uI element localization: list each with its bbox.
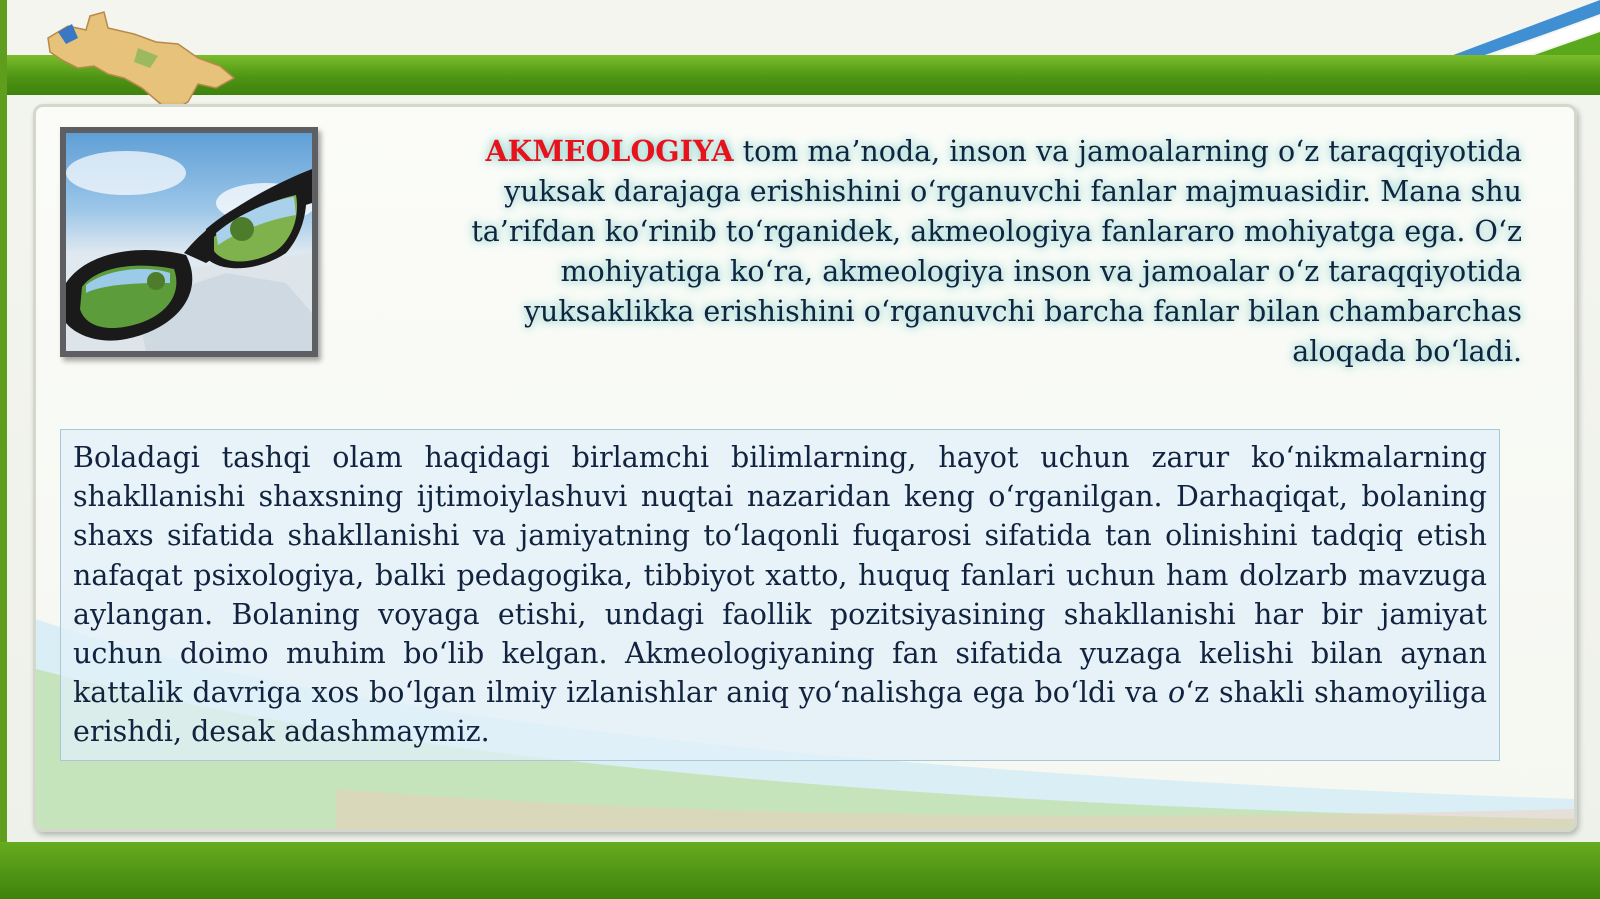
top-green-band <box>7 55 1600 95</box>
definition-body: tom ma’noda, inson va jamoalarning o‘z taraqqiyotida yuksak darajaga erishishini o‘rganuvchi fanlar majmuasidir. Mana shu ta’rifdan ko‘rinib to‘rganidek, akmeologiya fanlararo mohiyatga ega. O‘z mohiyatiga ko‘ra, akmeologiya inson va jamoalar o‘z taraqqiyotida yuksaklikka erishishini o‘rganuvchi barcha fanlar bilan chambarchas aloqada bo‘ladi. <box>471 135 1522 368</box>
paragraph-main: Boladagi tashqi olam haqidagi birlamchi bilimlarning, hayot uchun zarur ko‘nikmalarning shakllanishi shaxsning ijtimoiylashuvi nuqtai nazaridan keng o‘rganilgan. Darhaqiqat, bolaning shaxs sifatida shakllanishi va jamiyatning to‘laqonli fuqarosi sifatida tan olinishini tadqiq etish nafaqat psixologiya, balki pedagogika, tibbiyot xatto, huquq fanlari uchun ham dolzarb mavzuga aylangan. Bolaning voyaga etishi, undagi faollik pozitsiyasining shakllanishi har bir jamiyat uchun doimo muhim bo‘lib kelgan. Akmeologiyaning fan sifatida yuzaga kelishi bilan aynan kattalik davriga xos bo‘lgan ilmiy izlanishlar aniq yo‘nalishga ega bo‘ldi va <box>73 441 1487 710</box>
bottom-green-band <box>0 842 1600 899</box>
glasses-photo <box>66 133 312 351</box>
definition-term: AKMEOLOGIYA <box>485 134 734 168</box>
paragraph-end: ‘z shakli shamoyiliga erishdi, desak adashmaymiz. <box>73 676 1487 749</box>
left-edge-bar <box>0 0 7 899</box>
body-paragraph <box>60 429 1500 761</box>
flag-swoosh-decoration <box>1400 0 1600 60</box>
glasses-photo-frame <box>60 127 318 357</box>
uzbekistan-map-icon <box>38 8 238 118</box>
paragraph-italic: o <box>1167 676 1186 710</box>
definition-text <box>422 131 1522 372</box>
content-panel <box>33 104 1577 832</box>
